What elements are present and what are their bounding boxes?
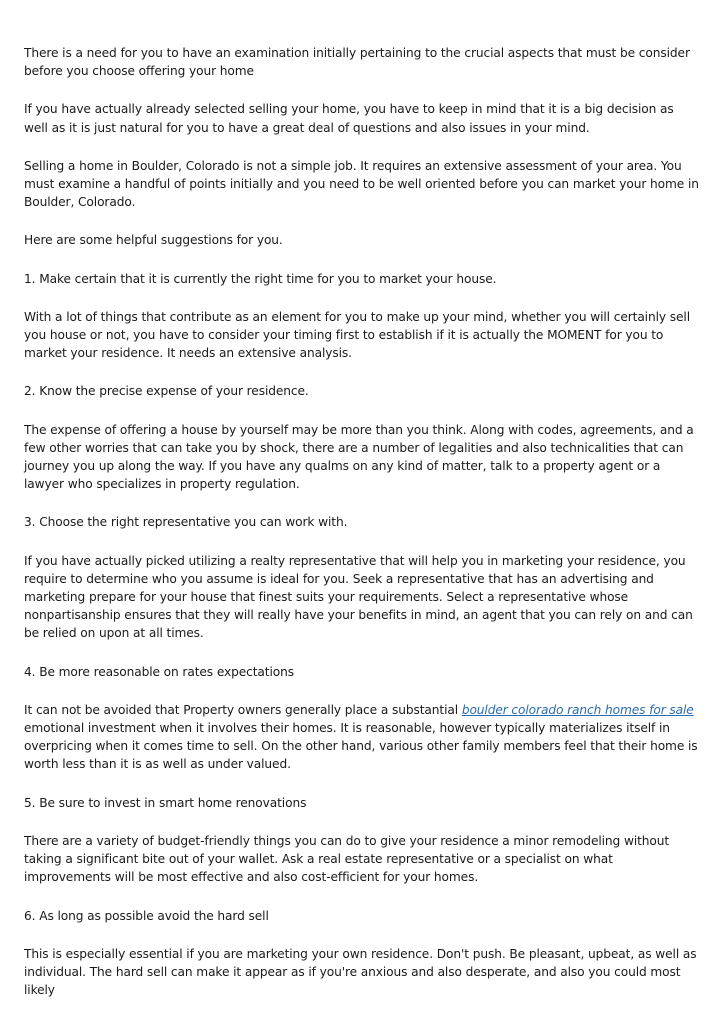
- tip-5-body: There are a variety of budget-friendly things you can do to give your residence a minor remodeling without taking a significant bite out of your wallet. Ask a real estate representative or a specialist on what improvements will be most effective and also cost-efficient for your homes.: [24, 833, 670, 885]
- tip-3-heading: 3. Choose the right representative you can work with.: [24, 515, 348, 530]
- intro-paragraph: There is a need for you to have an examination initially pertaining to the crucial aspects that must be consider before you choose offering your home: [24, 46, 690, 79]
- tip-1-heading: 1. Make certain that it is currently the right time for you to market your house.: [24, 271, 497, 286]
- tip-6-body: This is especially essential if you are marketing your own residence. Don't push. Be pleasant, upbeat, as well as individual. The hard sell can make it appear as if you're anxious and also desperate, and also you could most likely: [24, 946, 697, 998]
- suggestions-intro: Here are some helpful suggestions for you.: [24, 233, 283, 248]
- tip-3-body: If you have actually picked utilizing a realty representative that will help you in marketing your residence, you require to determine who you assume is ideal for you. Seek a representative that has an advertising and marketing prepare for your house that finest suits your requirements. Select a representative whose nonpartisanship ensures that they will really have your benefits in mind, an agent that you can rely on and can be relied on upon at all times.: [24, 553, 693, 641]
- tip-4-heading: 4. Be more reasonable on rates expectations: [24, 664, 294, 679]
- tip-5-heading: 5. Be sure to invest in smart home renovations: [24, 795, 307, 810]
- decision-paragraph: If you have actually already selected selling your home, you have to keep in mind that it is a big decision as well as it is just natural for you to have a great deal of questions and also issues in your mind.: [24, 102, 674, 135]
- tip-4-body: [24, 701, 700, 774]
- tip-1-body: With a lot of things that contribute as an element for you to make up your mind, whether you will certainly sell you house or not, you have to consider your timing first to establish if it is actually the MOMENT for you to market your residence. It needs an extensive analysis.: [24, 309, 690, 361]
- tip-2-heading: 2. Know the precise expense of your residence.: [24, 384, 309, 399]
- ranch-homes-link[interactable]: boulder colorado ranch homes for sale: [461, 702, 694, 717]
- tip-6-heading: 6. As long as possible avoid the hard sell: [24, 908, 269, 923]
- tip-4-text-after: emotional investment when it involves their homes. It is reasonable, however typically materializes itself in overpricing when it comes time to sell. On the other hand, various other family members feel that their home is worth less than it is as well as under valued.: [24, 721, 698, 772]
- tip-4-text-before: It can not be avoided that Property owners generally place a substantial: [24, 702, 462, 717]
- tip-2-body: The expense of offering a house by yourself may be more than you think. Along with codes, agreements, and a few other worries that can take you by shock, there are a number of legalities and also technicalities that can journey you up along the way. If you have any qualms on any kind of matter, talk to a property agent or a lawyer who specializes in property regulation.: [24, 422, 694, 492]
- document-body: [24, 44, 700, 1019]
- boulder-paragraph: Selling a home in Boulder, Colorado is not a simple job. It requires an extensive assessment of your area. You must examine a handful of points initially and you need to be well oriented before you can market your home in Boulder, Colorado.: [24, 158, 699, 210]
